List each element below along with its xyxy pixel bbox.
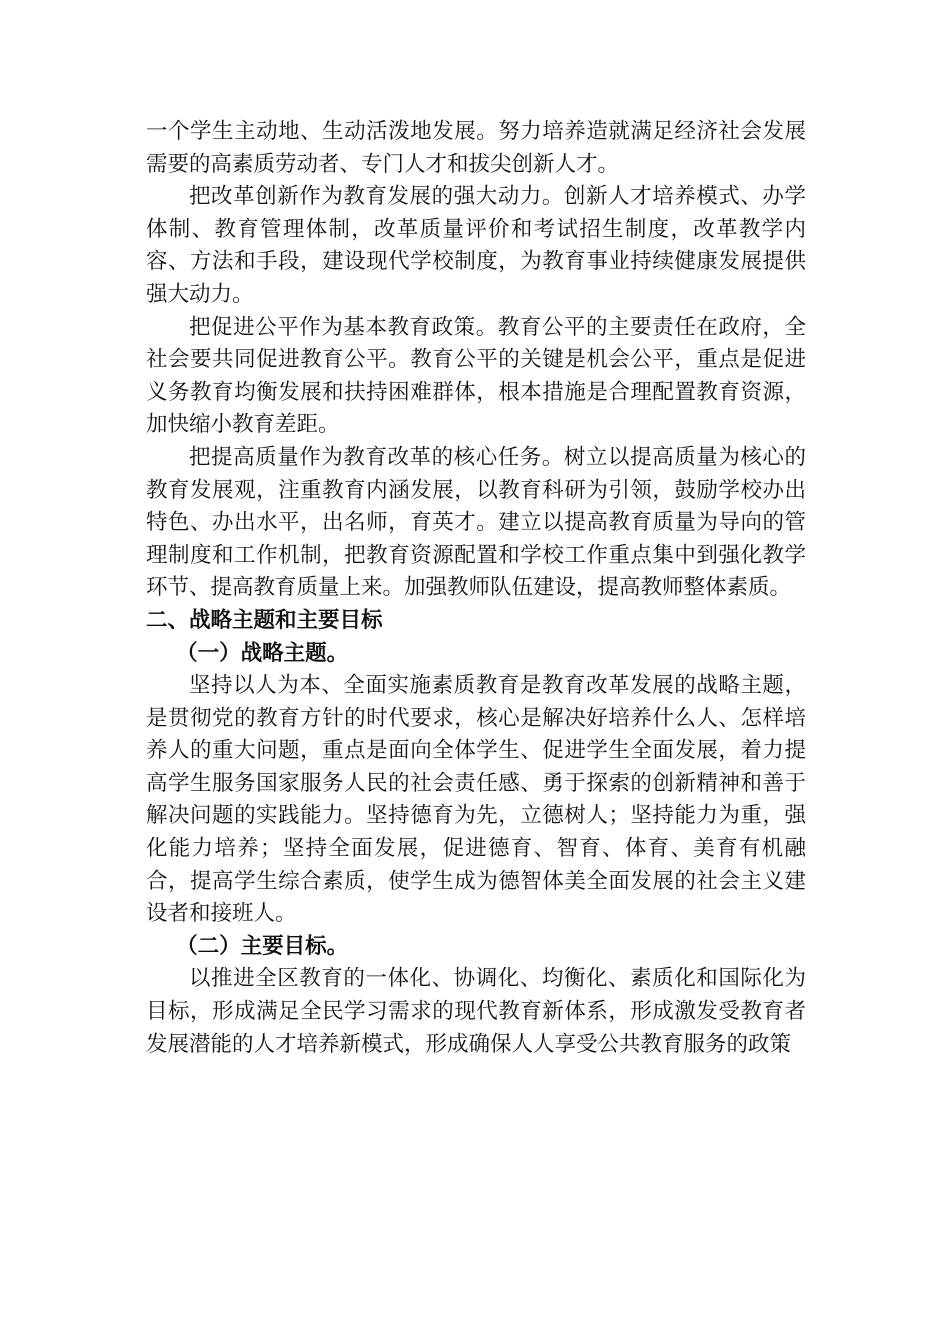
- paragraph-strategic-theme: 坚持以人为本、全面实施素质教育是教育改革发展的战略主题，是贯彻党的教育方针的时代要求，核心是解决好培养什么人、怎样培养人的重大问题，重点是面向全体学生、促进学生全面发展，着力提高学生服务国家服务人民的社会责任感、勇于探索的创新精神和善于解决问题的实践能力。坚持德育为先，立德树人；坚持能力为重，强化能力培养；坚持全面发展，促进德育、智育、体育、美育有机融合，提高学生综合素质，使学生成为德智体美全面发展的社会主义建设者和接班人。: [146, 673, 806, 927]
- subsection-heading-strategic-theme: （一）战略主题。: [176, 640, 349, 666]
- paragraph-quality: 把提高质量作为教育改革的核心任务。树立以提高质量为核心的教育发展观，注重教育内涵发展，以教育科研为引领，鼓励学校办出特色、办出水平，出名师，育英才。建立以提高教育质量为导向的管理制度和工作机制，把教育资源配置和学校工作重点集中到强化教学环节、提高教育质量上来。加强教师队伍建设，提高教师整体素质。: [146, 444, 806, 601]
- paragraph-reform-innovation: 把改革创新作为教育发展的强大动力。创新人才培养模式、办学体制、教育管理体制，改革质量评价和考试招生制度，改革教学内容、方法和手段，建设现代学校制度，为教育事业持续健康发展提供强大动力。: [146, 184, 806, 307]
- subsection-heading-main-goals: （二）主要目标。: [176, 933, 349, 959]
- document-page: [146, 116, 806, 1061]
- paragraph-main-goals: 以推进全区教育的一体化、协调化、均衡化、素质化和国际化为目标，形成满足全民学习需求的现代教育新体系，形成激发受教育者发展潜能的人才培养新模式，形成确保人人享受公共教育服务的政策: [146, 966, 806, 1057]
- section-heading: 二、战略主题和主要目标: [146, 607, 383, 633]
- paragraph-continuation: 一个学生主动地、生动活泼地发展。努力培养造就满足经济社会发展需要的高素质劳动者、专门人才和拔尖创新人才。: [146, 119, 806, 177]
- paragraph-equity: 把促进公平作为基本教育政策。教育公平的主要责任在政府，全社会要共同促进教育公平。教育公平的关键是机会公平，重点是促进义务教育均衡发展和扶持困难群体，根本措施是合理配置教育资源，加快缩小教育差距。: [146, 314, 806, 438]
